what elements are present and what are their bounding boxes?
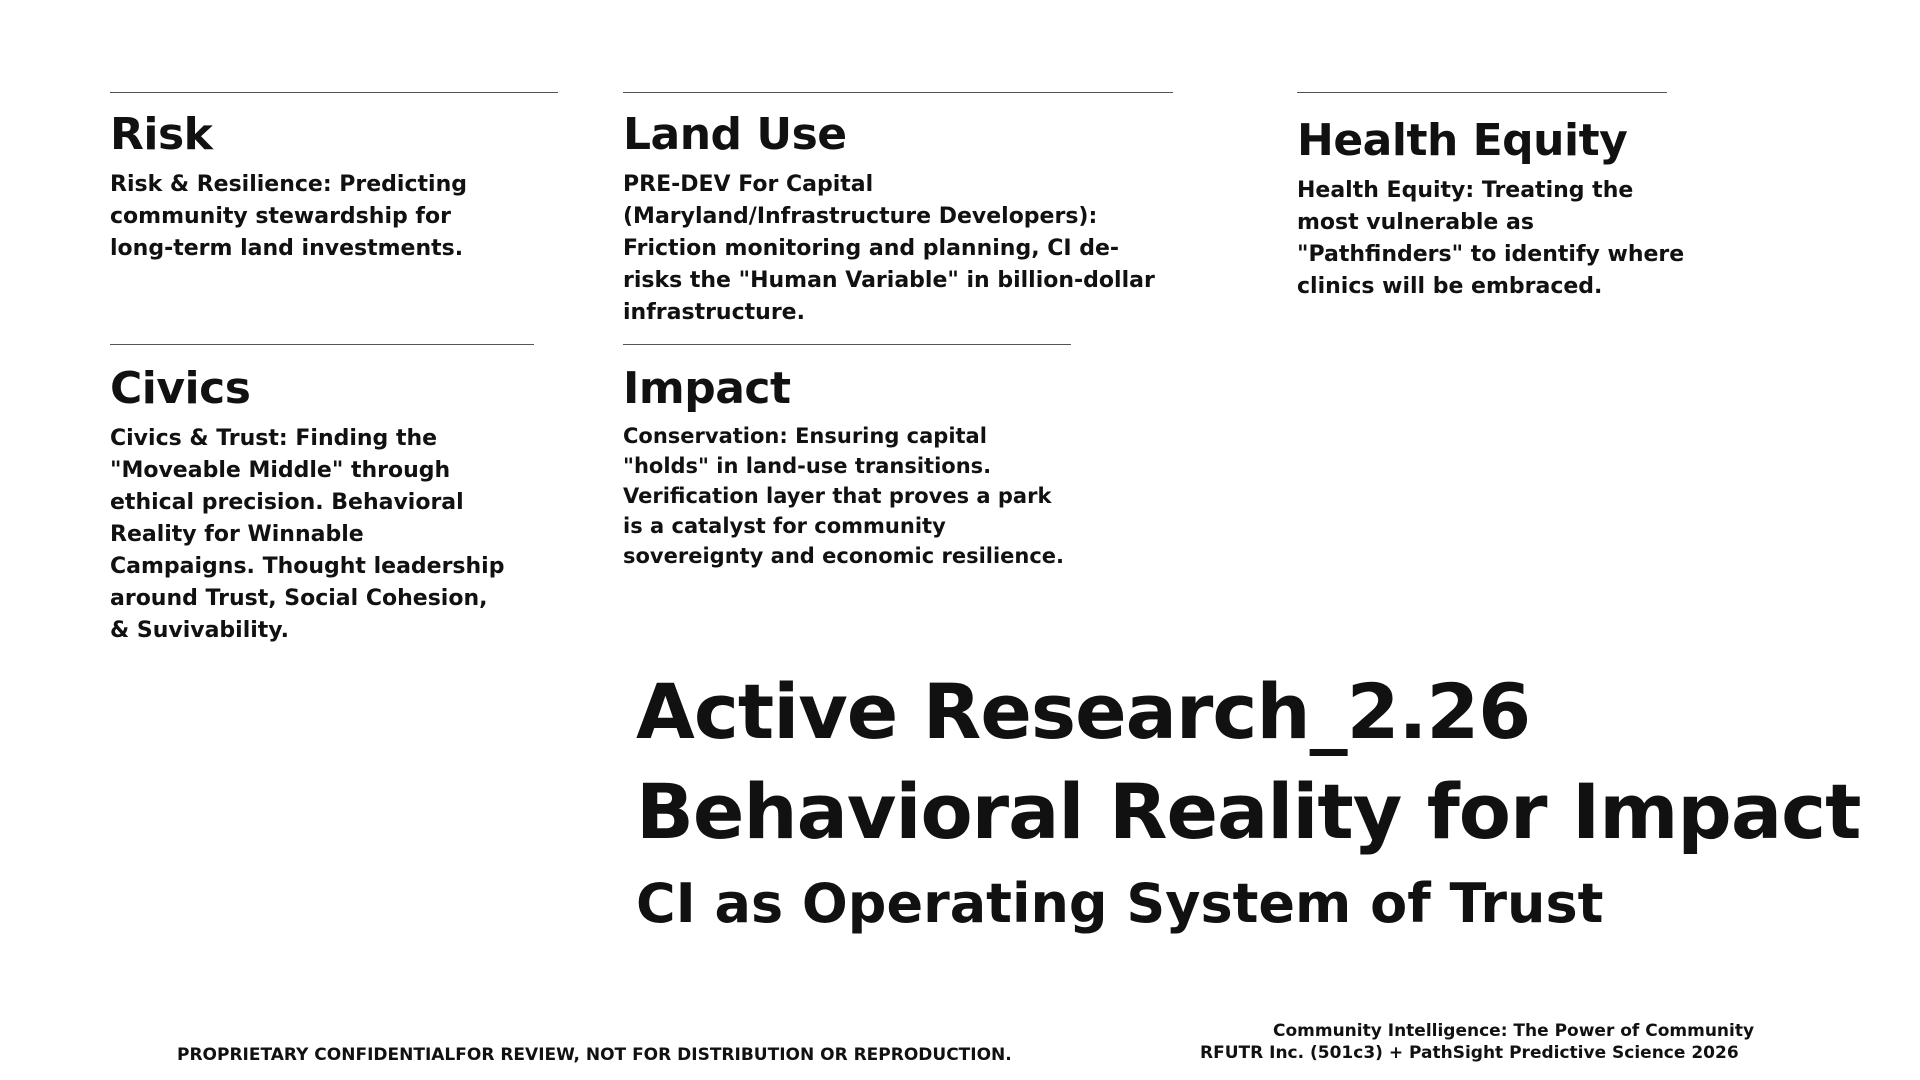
risk-divider <box>110 92 558 93</box>
impact-divider <box>623 344 1071 345</box>
hero-title-line-1: Active Research_2.26 <box>636 667 1531 756</box>
footer-organization: RFUTR Inc. (501c3) + PathSight Predictive Science 2026 <box>1200 1043 1739 1063</box>
health-equity-card <box>1297 92 1697 303</box>
confidentiality-notice: PROPRIETARY CONFIDENTIALFOR REVIEW, NOT FOR DISTRIBUTION OR REPRODUCTION. <box>177 1045 1012 1065</box>
health-equity-title: Health Equity <box>1297 115 1628 166</box>
risk-card <box>110 92 580 265</box>
civics-card <box>110 344 550 647</box>
civics-title: Civics <box>110 363 251 414</box>
land-use-card <box>623 92 1183 329</box>
impact-title: Impact <box>623 363 791 414</box>
impact-description: Conservation: Ensuring capital "holds" in land-use transitions. Verification layer that proves a park is a catalyst for community sovereignty and economic resilience. <box>623 424 1065 568</box>
civics-divider <box>110 344 534 345</box>
health-equity-divider <box>1297 92 1667 93</box>
footer-tagline: Community Intelligence: The Power of Community <box>1273 1021 1755 1041</box>
land-use-description: PRE-DEV For Capital (Maryland/Infrastructure Developers): Friction monitoring and planning, CI de-risks the "Human Variable" in billion-dollar infrastructure. <box>623 172 1155 325</box>
footer-credits <box>1200 1020 1760 1064</box>
civics-description: Civics & Trust: Finding the "Moveable Middle" through ethical precision. Behavioral Reality for Winnable Campaigns. Thought leadership around Trust, Social Cohesion, & Suvivability. <box>110 426 505 643</box>
hero-heading <box>636 662 1906 942</box>
impact-card <box>623 344 1083 571</box>
hero-title-line-2: Behavioral Reality for Impact <box>636 767 1861 856</box>
land-use-divider <box>623 92 1173 93</box>
land-use-title: Land Use <box>623 109 847 160</box>
risk-description: Risk & Resilience: Predicting community stewardship for long-term land investments. <box>110 172 467 261</box>
hero-subtitle: CI as Operating System of Trust <box>636 872 1604 935</box>
risk-title: Risk <box>110 109 213 160</box>
health-equity-description: Health Equity: Treating the most vulnerable as "Pathfinders" to identify where clinics will be embraced. <box>1297 178 1685 299</box>
